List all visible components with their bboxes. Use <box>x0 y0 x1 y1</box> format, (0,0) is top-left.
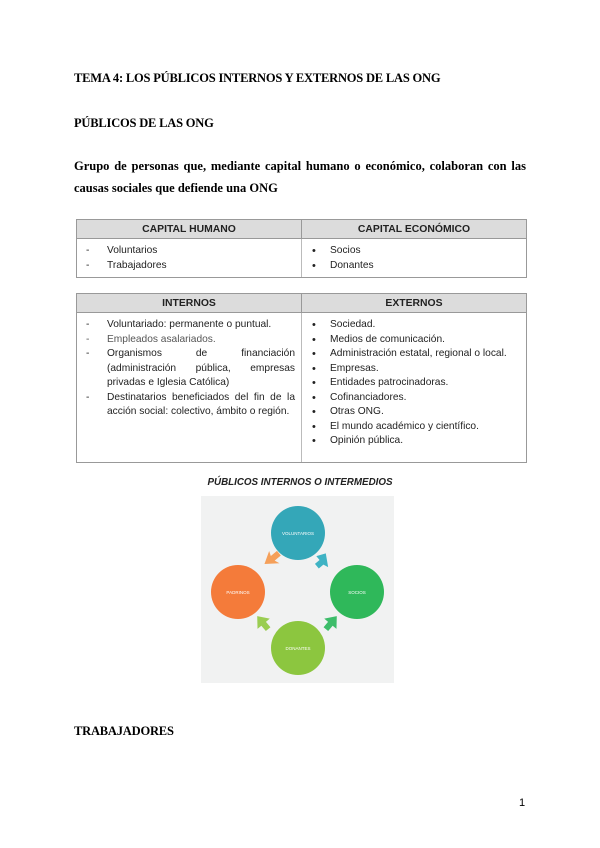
document-title: TEMA 4: LOS PÚBLICOS INTERNOS Y EXTERNOS DE LAS ONG <box>74 71 441 85</box>
section-heading-publicos: PÚBLICOS DE LAS ONG <box>74 116 214 130</box>
capital-economico-cell <box>302 239 527 278</box>
list-item: - Voluntarios <box>83 244 295 259</box>
intro-paragraph: Grupo de personas que, mediante capital humano o económico, colaboran con las causas sociales que defiende una ONG <box>74 159 526 195</box>
list-item: • Entidades patrocinadoras. <box>308 376 520 391</box>
list-item: - Organismos de financiación (administración pública, empresas privadas e Iglesia Católica) <box>83 347 295 391</box>
list-item: • Empresas. <box>308 362 520 377</box>
page-number: 1 <box>519 797 526 809</box>
list-item: - Destinatarios beneficiados del fin de la acción social: colectivo, ámbito o región. <box>83 391 295 420</box>
node-label-padrinos: PADRINOS <box>226 590 250 595</box>
section-heading-trabajadores: TRABAJADORES <box>74 724 174 738</box>
list-item: • El mundo académico y científico. <box>308 420 520 435</box>
capital-table <box>76 219 527 278</box>
internos-cell <box>77 313 302 463</box>
list-item: • Otras ONG. <box>308 405 520 420</box>
capital-humano-cell <box>77 239 302 278</box>
list-item: - Empleados asalariados. <box>83 333 295 348</box>
list-item: • Donantes <box>308 259 520 274</box>
header-capital-humano: CAPITAL HUMANO <box>77 220 302 239</box>
publicos-cycle-diagram <box>201 496 394 683</box>
externos-cell <box>302 313 527 463</box>
node-label-socios: SOCIOS <box>348 590 366 595</box>
node-label-donantes: DONANTES <box>285 646 311 651</box>
list-item: • Cofinanciadores. <box>308 391 520 406</box>
list-item: - Voluntariado: permanente o puntual. <box>83 318 295 333</box>
list-item: • Medios de comunicación. <box>308 333 520 348</box>
list-item: • Administración estatal, regional o local. <box>308 347 520 362</box>
node-label-voluntarios: VOLUNTARIOS <box>282 531 314 536</box>
header-externos: EXTERNOS <box>302 294 527 313</box>
list-item: • Opinión pública. <box>308 434 520 449</box>
list-item: • Socios <box>308 244 520 259</box>
list-item: - Trabajadores <box>83 259 295 274</box>
figure-title: PÚBLICOS INTERNOS O INTERMEDIOS <box>207 477 393 488</box>
list-item: • Sociedad. <box>308 318 520 333</box>
publicos-table <box>76 293 527 463</box>
header-internos: INTERNOS <box>77 294 302 313</box>
header-capital-economico: CAPITAL ECONÓMICO <box>302 220 527 239</box>
